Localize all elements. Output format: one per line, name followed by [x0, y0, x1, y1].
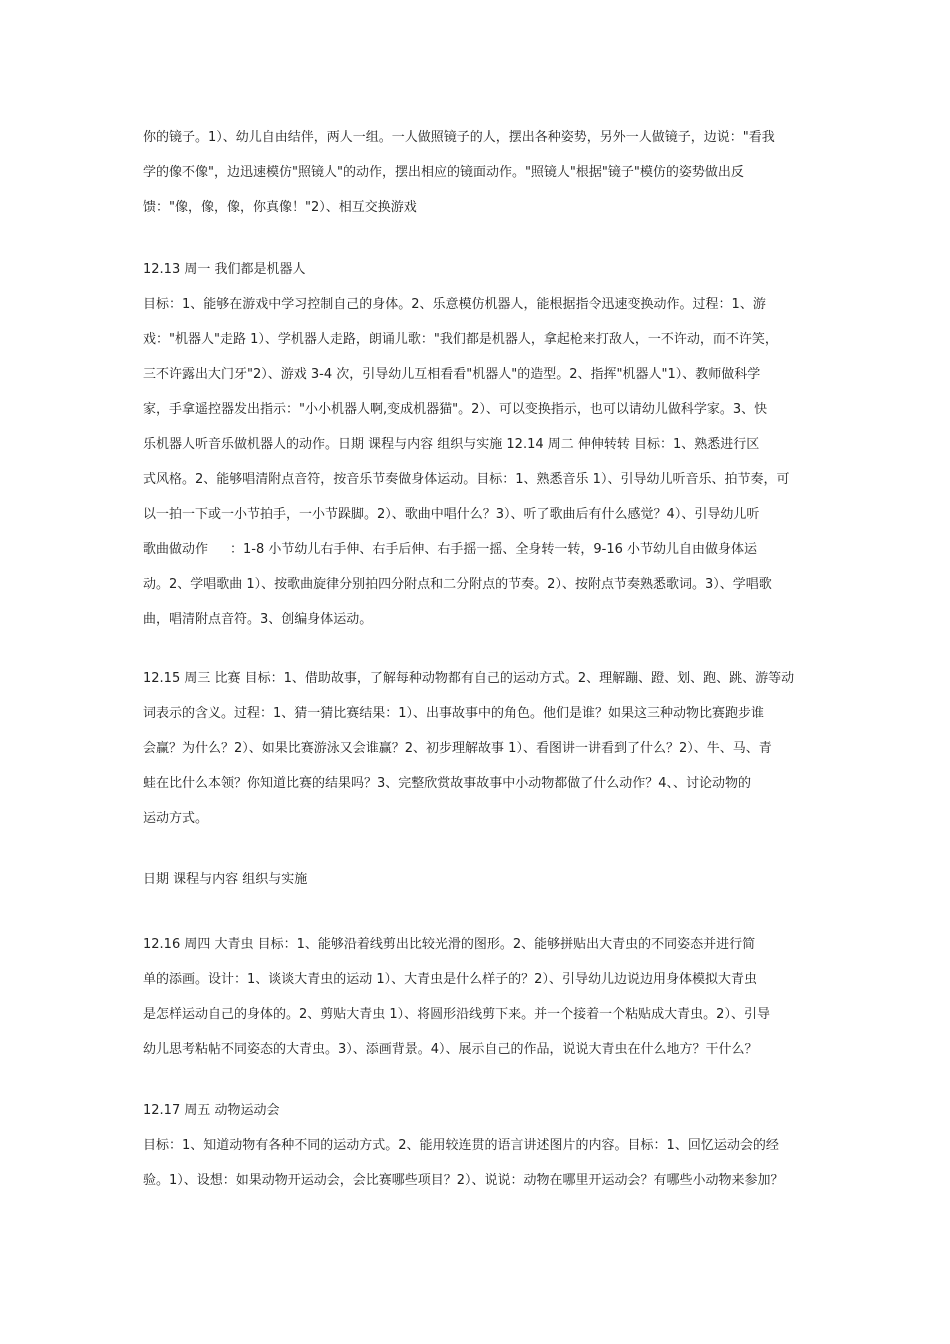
text-line: 验。1）、设想：如果动物开运动会，会比赛哪些项目？2）、说说：动物在哪里开运动会？有哪些小动物来参加？ [143, 1173, 784, 1188]
paragraph-table-header [143, 862, 808, 897]
text-line: 你的镜子。1）、幼儿自由结伴，两人一组。一人做照镜子的人，摆出各种姿势，另外一人做镜子，边说："看我 [143, 130, 775, 145]
paragraph-mirror-game [143, 120, 808, 225]
paragraph-thursday-caterpillar [143, 927, 808, 1067]
paragraph-friday-sports [143, 1093, 808, 1198]
text-line [143, 532, 808, 567]
paragraph-monday-robot [143, 252, 808, 637]
text-line: 曲，唱清附点音符。3、创编身体运动。 [143, 612, 373, 627]
text-line: 三不许露出大门牙"2）、游戏 3-4 次，引导幼儿互相看看"机器人"的造型。2、指挥"机器人"1）、教师做科学 [143, 367, 761, 382]
text-line: 目标：1、能够在游戏中学习控制自己的身体。2、乐意模仿机器人，能根据指令迅速变换动作。过程：1、游 [143, 297, 766, 312]
text-line: 馈："像，像，像，你真像！"2）、相互交换游戏 [143, 200, 417, 215]
text-line: 会赢？为什么？2）、如果比赛游泳又会谁赢？2、初步理解故事 1）、看图讲一讲看到了什么？2）、牛、马、青 [143, 741, 772, 756]
text-fragment: ：1-8 小节幼儿右手伸、右手后伸、右手摇一摇、全身转一转，9-16 小节幼儿自由做身体运 [230, 542, 758, 557]
text-line: 乐机器人听音乐做机器人的动作。日期 课程与内容 组织与实施 12.14 周二 伸伸转转 目标：1、熟悉进行区 [143, 437, 760, 452]
text-line: 戏："机器人"走路 1）、学机器人走路，朗诵儿歌："我们都是机器人，拿起枪来打敌人，一不许动，而不许笑， [143, 332, 778, 347]
text-line: 12.16 周四 大青虫 目标：1、能够沿着线剪出比较光滑的图形。2、能够拼贴出大青虫的不同姿态并进行简 [143, 937, 756, 952]
text-line: 动。2、学唱歌曲 1）、按歌曲旋律分别拍四分附点和二分附点的节奏。2）、按附点节奏熟悉歌词。3）、学唱歌 [143, 577, 772, 592]
text-line: 家，手拿遥控器发出指示："小小机器人啊,变成机器猫"。2）、可以变换指示，也可以请幼儿做科学家。3、快 [143, 402, 768, 417]
section-heading: 12.17 周五 动物运动会 [143, 1103, 280, 1118]
text-line: 日期 课程与内容 组织与实施 [143, 872, 308, 887]
text-line: 是怎样运动自己的身体的。2、剪贴大青虫 1）、将圆形沿线剪下来。并一个接着一个粘贴成大青虫。2）、引导 [143, 1007, 770, 1022]
text-line: 词表示的含义。过程：1、猜一猜比赛结果：1）、出事故事中的角色。他们是谁？如果这三种动物比赛跑步谁 [143, 706, 765, 721]
text-line: 12.15 周三 比赛 目标：1、借助故事，了解每种动物都有自己的运动方式。2、理解蹦、蹬、划、跑、跳、游等动 [143, 671, 795, 686]
text-line: 运动方式。 [143, 811, 209, 826]
text-line: 式风格。2、能够唱清附点音符，按音乐节奏做身体运动。目标：1、熟悉音乐 1）、引导幼儿听音乐、拍节奏，可 [143, 472, 790, 487]
text-line: 目标：1、知道动物有各种不同的运动方式。2、能用较连贯的语言讲述图片的内容。目标：1、回忆运动会的经 [143, 1138, 779, 1153]
text-line: 蛙在比什么本领？你知道比赛的结果吗？3、完整欣赏故事故事中小动物都做了什么动作？4、、讨论动物的 [143, 776, 752, 791]
text-line: 单的添画。设计：1、谈谈大青虫的运动 1）、大青虫是什么样子的？2）、引导幼儿边说边用身体模拟大青虫 [143, 972, 757, 987]
text-line: 幼儿思考粘帖不同姿态的大青虫。3）、添画背景。4）、展示自己的作品，说说大青虫在什么地方？干什么？ [143, 1042, 758, 1057]
text-line: 以一拍一下或一小节拍手，一小节跺脚。2）、歌曲中唱什么？3）、听了歌曲后有什么感觉？4）、引导幼儿听 [143, 507, 760, 522]
section-heading: 12.13 周一 我们都是机器人 [143, 262, 306, 277]
text-fragment: 歌曲做动作 [143, 542, 209, 557]
text-line: 学的像不像"，边迅速模仿"照镜人"的动作，摆出相应的镜面动作。"照镜人"根据"镜子"模仿的姿势做出反 [143, 165, 744, 180]
paragraph-wednesday-race [143, 661, 808, 836]
